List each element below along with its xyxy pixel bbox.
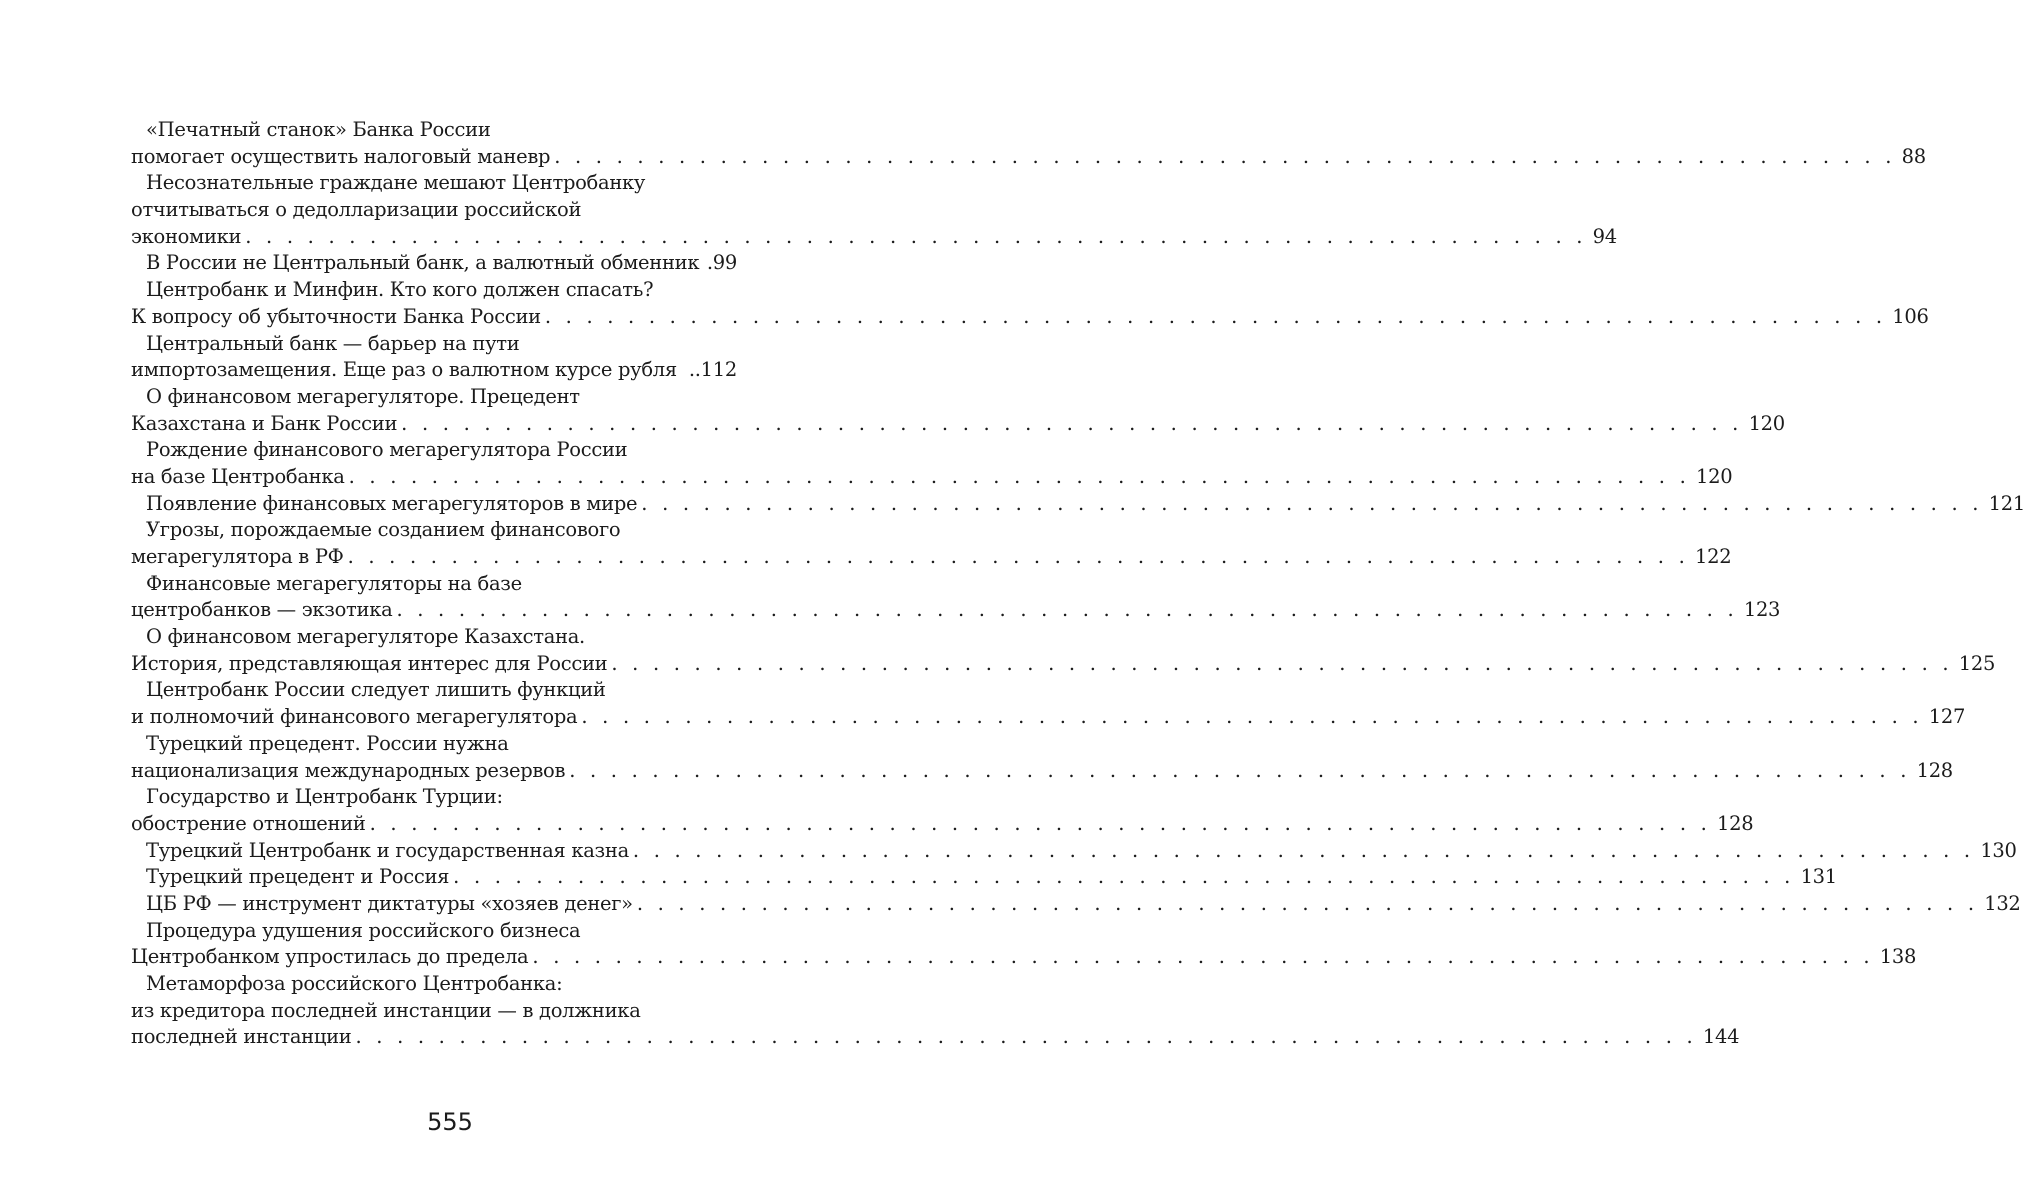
toc-entry-text: Государство и Центробанк Турции: [146,785,503,809]
toc-entry-text: Угрозы, порождаемые созданием финансового [146,518,621,542]
toc-entry [131,517,1732,570]
toc-entry-text: импортозамещения. Еще раз о валютном курсе рубля [131,358,677,382]
toc-page-number: 125 [1958,651,1996,675]
toc-entry [131,437,1733,490]
toc-line [131,784,737,811]
toc-line [131,197,737,224]
dot-leader: . . . . . . . . . . . . . . . . . . . . . . . . . . . . . . . . . . . . . . . . . . . . . . . . . . . . . . . . . . . . . . . . . [569,758,1911,782]
toc-entry-text: обострение отношений [131,811,366,835]
toc-entry-text: Рождение финансового мегарегулятора России [146,438,628,462]
toc-page-number: ..112 [688,358,737,382]
toc-page-number: 88 [1901,144,1926,168]
dot-leader: . . . . . . . . . . . . . . . . . . . . . . . . . . . . . . . . . . . . . . . . . . . . . . . . . . . . . . . . . . . . . . . . . [544,304,1887,328]
toc-entry-text: Появление финансовых мегарегуляторов в мире [146,491,638,515]
toc-entry-text: на базе Центробанка [131,464,345,488]
toc-line [131,891,2021,918]
toc-line [131,384,737,411]
dot-leader: . . . . . . . . . . . . . . . . . . . . . . . . . . . . . . . . . . . . . . . . . . . . . . . . . . . . . . . . . . . . . . . . . [641,491,1983,515]
dot-leader: . . . . . . . . . . . . . . . . . . . . . . . . . . . . . . . . . . . . . . . . . . . . . . . . . . . . . . . . . . . . . . . . . [347,545,1689,568]
toc-page-number: 94 [1592,224,1617,248]
toc-line [131,677,737,704]
toc-entry-text: Турецкий прецедент. России нужна [146,731,509,755]
toc-line [131,864,1837,891]
dot-leader: . . . . . . . . . . . . . . . . . . . . . . . . . . . . . . . . . . . . . . . . . . . . . . . . . . . . . . . . . . . . . . . . . [453,865,1795,889]
toc-entry-text: Центробанк и Минфин. Кто кого должен спасать? [146,278,654,302]
toc-entry-text: О финансовом мегарегуляторе Казахстана. [146,625,585,649]
toc-entry-text: Процедура удушения российского бизнеса [146,918,581,942]
dot-leader: . . . . . . . . . . . . . . . . . . . . . . . . . . . . . . . . . . . . . . . . . . . . . . . . . . . . . . . . . . . . . . . . . [581,705,1923,729]
toc-line [131,304,1929,331]
toc-line [131,250,737,277]
toc-entry-text: Турецкий прецедент и Россия [146,865,450,889]
toc-page-number: 131 [1800,865,1837,889]
toc-entry-text: К вопросу об убыточности Банка России [131,304,541,328]
toc-line [131,491,2025,518]
toc-line [131,357,737,384]
toc-entry-text: Центробанк России следует лишить функций [146,678,606,702]
toc-line [131,998,737,1025]
dot-leader: . . . . . . . . . . . . . . . . . . . . . . . . . . . . . . . . . . . . . . . . . . . . . . . . . . . . . . . . . . . . . . . . . [554,144,1896,168]
toc-entry [131,571,1781,624]
dot-leader: . . . . . . . . . . . . . . . . . . . . . . . . . . . . . . . . . . . . . . . . . . . . . . . . . . . . . . . . . . . . . . . . . [636,891,1979,915]
toc-line [131,918,737,945]
toc-page-number: 138 [1879,945,1917,969]
dot-leader: . . . . . . . . . . . . . . . . . . . . . . . . . . . . . . . . . . . . . . . . . . . . . . . . . . . . . . . . . . . . . . . . . [355,1025,1697,1049]
toc-line [131,838,2017,865]
toc-entry [131,331,737,384]
toc-page-number: 127 [1928,705,1966,729]
toc-page-number: 122 [1694,545,1732,568]
toc-entry [131,491,2025,518]
toc-entry-text: из кредитора последней инстанции — в должника [131,998,641,1022]
toc-line [131,277,737,304]
toc-entry-text: национализация международных резервов [131,758,566,782]
toc-line [131,224,1617,251]
toc-entry-text: В России не Центральный банк, а валютный обменник [146,251,700,275]
dot-leader: . . . . . . . . . . . . . . . . . . . . . . . . . . . . . . . . . . . . . . . . . . . . . . . . . . . . . . . . . . . . . . . . . [611,651,1953,675]
toc-entry [131,971,1740,1051]
toc-entry [131,731,1953,784]
toc-line [131,811,1754,838]
toc-entry-text: отчитываться о дедолларизации российской [131,198,582,222]
toc-line [131,331,737,358]
toc-entry-text: Центральный банк — барьер на пути [146,331,520,355]
toc-entry-text: ЦБ РФ — инструмент диктатуры «хозяев денег» [146,891,633,915]
toc-entry-text: История, представляющая интерес для России [131,651,608,675]
toc-page-number: .99 [706,251,737,275]
toc-line [131,758,1953,785]
toc-entry-text: Казахстана и Банк России [131,411,398,435]
toc-entry [131,864,1837,891]
toc-entry [131,677,1966,730]
toc-entry [131,250,737,277]
toc-line [131,1024,1740,1051]
toc-line [131,597,1781,624]
dot-leader: . . . . . . . . . . . . . . . . . . . . . . . . . . . . . . . . . . . . . . . . . . . . . . . . . . . . . . . . . . . . . . . . . [348,464,1690,488]
toc-entry-text: Финансовые мегарегуляторы на базе [146,571,522,595]
toc-entry [131,117,1926,170]
dot-leader: . . . . . . . . . . . . . . . . . . . . . . . . . . . . . . . . . . . . . . . . . . . . . . . . . . . . . . . . . . . . . . . . . [401,411,1743,435]
dot-leader: . . . . . . . . . . . . . . . . . . . . . . . . . . . . . . . . . . . . . . . . . . . . . . . . . . . . . . . . . . . . . . . . . [396,598,1738,622]
toc-entry [131,170,1617,250]
toc-page-number: 130 [1980,838,2017,862]
toc-entry-text: Центробанком упростилась до предела [131,945,529,969]
toc-line [131,517,737,544]
toc-entry-text: экономики [131,224,242,248]
toc-entry-text: мегарегулятора в РФ [131,545,344,568]
toc-line [131,144,1926,171]
toc-page-number: 123 [1743,598,1781,622]
toc-line [131,971,737,998]
toc-entry [131,384,1785,437]
toc-entry-text: Метаморфоза российского Центробанка: [146,972,563,995]
toc-entry [131,838,2017,865]
dot-leader: . . . . . . . . . . . . . . . . . . . . . . . . . . . . . . . . . . . . . . . . . . . . . . . . . . . . . . . . . . . . . . . . . [532,945,1874,969]
toc-line [131,651,1996,678]
table-of-contents [131,117,2025,1051]
toc-entry-text: последней инстанции [131,1025,352,1049]
toc-line [131,437,737,464]
toc-line [131,944,1917,971]
toc-page-number: 120 [1748,411,1785,435]
toc-entry [131,624,1996,677]
toc-entry-text: Турецкий Центробанк и государственная казна [146,838,629,862]
toc-entry-text: центробанков — экзотика [131,598,393,622]
toc-entry-text: Несознательные граждане мешают Центробанку [146,171,646,195]
toc-entry [131,277,1929,330]
dot-leader: . . . . . . . . . . . . . . . . . . . . . . . . . . . . . . . . . . . . . . . . . . . . . . . . . . . . . . . . . . . . . . . . . [369,811,1712,835]
toc-entry-text: помогает осуществить налоговый маневр [131,144,551,168]
toc-line [131,544,1732,571]
toc-entry-text: и полномочий финансового мегарегулятора [131,705,578,729]
dot-leader: . . . . . . . . . . . . . . . . . . . . . . . . . . . . . . . . . . . . . . . . . . . . . . . . . . . . . . . . . . . . . . . . . [632,838,1975,862]
dot-leader: . . . . . . . . . . . . . . . . . . . . . . . . . . . . . . . . . . . . . . . . . . . . . . . . . . . . . . . . . . . . . . . . . [245,224,1587,248]
toc-line [131,117,737,144]
toc-line [131,704,1966,731]
toc-page-number: 120 [1696,464,1733,488]
toc-page-number: 128 [1916,758,1953,782]
toc-line [131,170,737,197]
toc-page-number: 132 [1984,891,2021,915]
toc-entry-text: О финансовом мегарегуляторе. Прецедент [146,384,580,408]
toc-line [131,731,737,758]
toc-line [131,624,737,651]
toc-line [131,464,1733,491]
toc-line [131,411,1785,438]
toc-line [131,571,737,598]
toc-entry-text: «Печатный станок» Банка России [146,118,491,141]
toc-entry [131,891,2021,918]
toc-page-number: 128 [1717,811,1754,835]
toc-entry [131,918,1917,971]
toc-page-number: 106 [1892,304,1929,328]
toc-entry [131,784,1754,837]
page-number: 555 [427,1108,473,1136]
toc-page-number: 121 [1988,491,2025,515]
toc-page-number: 144 [1702,1025,1740,1049]
